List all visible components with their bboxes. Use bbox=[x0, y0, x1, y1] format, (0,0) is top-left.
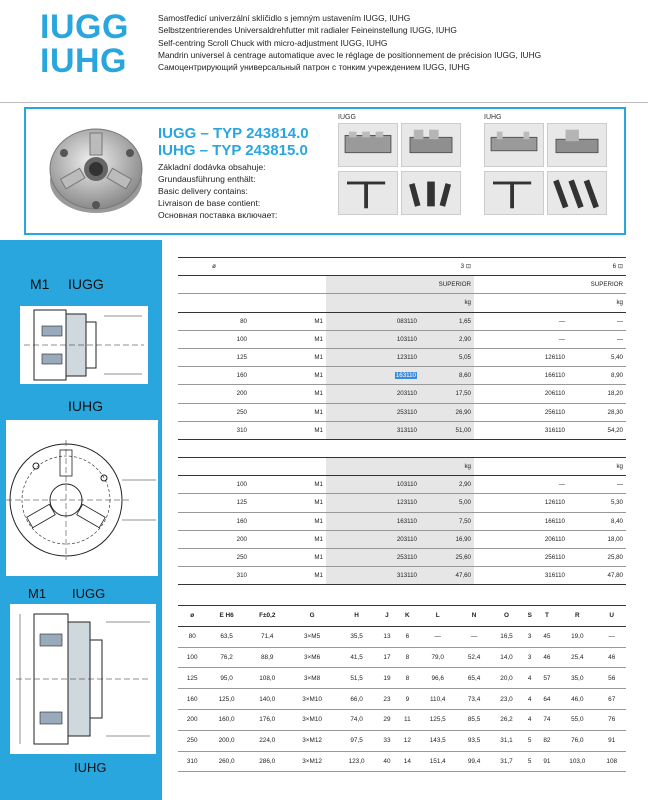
table2-h-kg-3: kg bbox=[420, 458, 474, 476]
delivery-de: Grundausführung enthält: bbox=[158, 174, 256, 184]
dimensions-table bbox=[178, 605, 626, 772]
delivery-cz: Základní dodávka obsahuje: bbox=[158, 162, 266, 172]
jaws-photo-iuhg-1 bbox=[484, 123, 544, 167]
product-info-box bbox=[24, 107, 626, 235]
table-row: 100 M1 103110 2,90 — — bbox=[178, 476, 626, 494]
diagram-label-iuhg-bottom: IUHG bbox=[74, 760, 107, 775]
chuck-photo bbox=[40, 119, 152, 219]
group-label-iugg: IUGG bbox=[338, 114, 356, 121]
table-row: 250 200,0 224,0 3×M12 97,5 33 12 143,5 93,5 31,1 5 82 76,0 91 bbox=[178, 730, 626, 751]
table3-header-row: ø E H6 F±0,2 G H J K L N O S T R U bbox=[178, 606, 626, 627]
table-row: 100 76,2 88,9 3×M6 41,5 17 8 79,0 52,4 14,0 3 46 25,4 46 bbox=[178, 647, 626, 668]
table-row: 125 95,0 108,0 3×M8 51,5 19 8 96,6 65,4 20,0 4 57 35,0 56 bbox=[178, 668, 626, 689]
diagram-label-m1-top: M1 bbox=[30, 276, 50, 292]
table1-header-row bbox=[178, 258, 626, 276]
table-row: 100 M1 103110 2,90 — — bbox=[178, 330, 626, 348]
description-block bbox=[158, 12, 541, 73]
table1-h-3-jaw: 3 ⊡ bbox=[326, 258, 474, 276]
key-photo-iugg bbox=[338, 171, 398, 215]
table-row: 310 M1 313110 51,00 316110 54,20 bbox=[178, 421, 626, 439]
table1-h-superior-3: SUPERIOR bbox=[420, 276, 474, 294]
table-row: 310 M1 313110 47,60 316110 47,80 bbox=[178, 567, 626, 585]
table1-h-kg-6: kg bbox=[568, 294, 626, 312]
table1-h-dia: ø bbox=[178, 258, 250, 276]
price-table-1 bbox=[178, 257, 626, 440]
table-row: 160 M1 163110 8,60 166110 8,90 bbox=[178, 367, 626, 385]
bolts-photo-iuhg bbox=[547, 171, 607, 215]
group-label-iuhg: IUHG bbox=[484, 114, 502, 121]
table-row: 80 M1 083110 1,65 — — bbox=[178, 312, 626, 330]
delivery-en: Basic delivery contains: bbox=[158, 186, 248, 196]
header-divider bbox=[0, 102, 648, 103]
table2-h-kg-6: kg bbox=[568, 458, 626, 476]
table1-h-kg-3: kg bbox=[420, 294, 474, 312]
table-row: 125 M1 123110 5,00 126110 5,30 bbox=[178, 494, 626, 512]
page-title-iugg: IUGG bbox=[40, 8, 129, 46]
jaws-photo-iugg-2 bbox=[401, 123, 461, 167]
jaws-photo-iugg-1 bbox=[338, 123, 398, 167]
table1-h-6-jaw: 6 ⊡ bbox=[474, 258, 626, 276]
bolts-photo-iugg bbox=[401, 171, 461, 215]
delivery-contents bbox=[158, 161, 277, 221]
description-ru: Самоцентрирующий универсальный патрон с тонким учреждением IUGG, IUHG bbox=[158, 62, 470, 73]
table-row: 80 63,5 71,4 3×M5 35,5 13 6 — — 16,5 3 45 19,0 — bbox=[178, 626, 626, 647]
diagram-label-iugg-top: IUGG bbox=[68, 276, 104, 292]
front-view-drawing bbox=[6, 420, 158, 576]
selected-code-highlight: 163110 bbox=[395, 372, 416, 380]
table1-unit-row bbox=[178, 294, 626, 312]
table-row: 125 M1 123110 5,05 126110 5,40 bbox=[178, 348, 626, 366]
table-row: 200 160,0 176,0 3×M10 74,0 29 11 125,5 85,5 26,2 4 74 55,0 76 bbox=[178, 709, 626, 730]
table-row: 200 M1 203110 17,50 206110 18,20 bbox=[178, 385, 626, 403]
table2-unit-row bbox=[178, 458, 626, 476]
model-iugg: IUGG – TYP 243814.0 bbox=[158, 125, 309, 142]
description-en: Self-centring Scroll Chuck with micro-adjustment IUGG, IUHG bbox=[158, 37, 388, 48]
diagram-label-m1-bottom: M1 bbox=[28, 586, 47, 601]
key-photo-iuhg bbox=[484, 171, 544, 215]
table-row: 160 125,0 140,0 3×M10 66,0 23 9 110,4 73,4 23,0 4 64 46,0 67 bbox=[178, 689, 626, 710]
table1-subheader-row bbox=[178, 276, 626, 294]
table-row: 310 260,0 286,0 3×M12 123,0 40 14 151,4 99,4 31,7 5 91 103,0 108 bbox=[178, 751, 626, 772]
diagram-label-iuhg-top: IUHG bbox=[68, 398, 103, 414]
table-row: 160 M1 163110 7,50 166110 8,40 bbox=[178, 512, 626, 530]
table-row: 200 M1 203110 16,90 206110 18,00 bbox=[178, 530, 626, 548]
table-row: 250 M1 253110 26,90 256110 28,30 bbox=[178, 403, 626, 421]
description-cz: Samostředicí univerzální sklíčidlo s jemným ustavením IUGG, IUHG bbox=[158, 13, 411, 23]
section-drawing-top bbox=[14, 296, 154, 392]
table-row: 250 M1 253110 25,60 256110 25,80 bbox=[178, 548, 626, 566]
delivery-ru: Основная поставка включает: bbox=[158, 210, 278, 220]
price-table-2 bbox=[178, 457, 626, 585]
jaws-photo-iuhg-2 bbox=[547, 123, 607, 167]
table1-h-superior-6: SUPERIOR bbox=[568, 276, 626, 294]
section-drawing-bottom bbox=[10, 604, 156, 754]
page-title-iuhg: IUHG bbox=[40, 42, 127, 80]
description-fr: Mandrin universel à centrage automatique avec le réglage de positionnement de précision IUGG, IUHG bbox=[158, 49, 542, 60]
model-iuhg: IUHG – TYP 243815.0 bbox=[158, 142, 308, 159]
description-de: Selbstzentrierendes Universaldrehfutter mit radialer Feineinstellung IUGG, IUHG bbox=[158, 25, 457, 36]
diagram-label-iugg-bottom: IUGG bbox=[72, 586, 106, 601]
delivery-fr: Livraison de base contient: bbox=[158, 198, 261, 208]
